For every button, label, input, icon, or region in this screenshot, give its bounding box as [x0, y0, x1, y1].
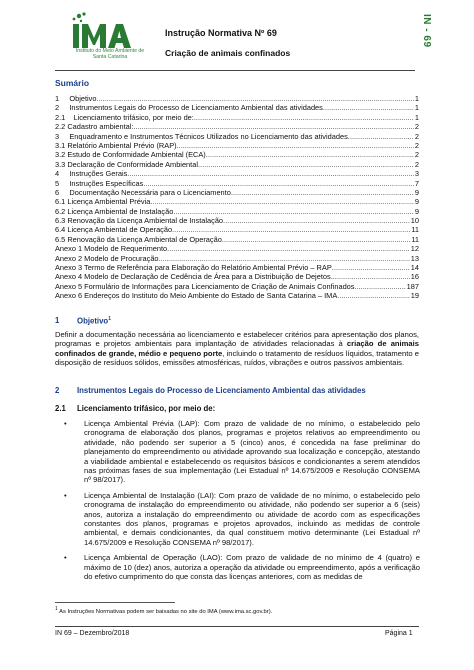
toc-leader-dots: [231, 188, 414, 197]
bullet-icon: •: [64, 490, 67, 500]
toc-entry[interactable]: [55, 150, 419, 159]
section-title: Objetivo$^1$: [77, 316, 111, 326]
list-item: • Licença Ambiental de Operação (LAO): Com prazo de validade de no mínimo de 4 (quatro) e máximo de 10 (dez) anos, autoriza a operação da atividade ou empreendimento, após a verificação do efetivo cumprimento do que consta das licenças anteriores, com as medidas de: [64, 553, 420, 582]
bullet-icon: •: [64, 553, 67, 563]
section-title: Licenciamento trifásico, por meio de:: [77, 404, 216, 413]
toc-leader-dots: [143, 179, 414, 188]
emphasis-text: criação de animais confinados de grande, médio e pequeno porte: [55, 339, 419, 358]
toc-entry-page: 9: [414, 197, 419, 207]
toc-entry-title: 1 Objetivo: [55, 94, 97, 103]
toc-entry-page: 3: [414, 169, 419, 179]
toc-entry[interactable]: [55, 94, 419, 103]
toc-entry[interactable]: [55, 113, 419, 122]
toc-entry-title: 2 Instrumentos Legais do Processo de Licenciamento Ambiental das atividades: [55, 103, 323, 113]
summary-title: Sumário: [55, 78, 90, 88]
toc-entry-title: Anexo 3 Termo de Referência para Elaboração do Relatório Ambiental Prévio – RAP: [55, 263, 332, 273]
toc-entry-page: 16: [410, 272, 419, 282]
footer-page-number: Página 1: [385, 630, 413, 637]
section-number: 2: [55, 386, 60, 395]
toc-leader-dots: [337, 291, 410, 300]
toc-entry[interactable]: [55, 122, 419, 131]
toc-entry-title: 2.2 Cadastro ambiental:: [55, 122, 134, 132]
toc-entry-page: 1: [414, 103, 419, 113]
toc-leader-dots: [222, 235, 411, 244]
toc-entry-title: 2.1 Licenciamento trifásico, por meio de:: [55, 112, 194, 122]
toc-entry-title: Anexo 1 Modelo de Requerimento: [55, 244, 168, 254]
toc-leader-dots: [332, 263, 410, 272]
toc-entry[interactable]: [55, 169, 419, 178]
toc-entry-title: 3.3 Declaração de Conformidade Ambiental: [55, 159, 198, 169]
toc-leader-dots: [194, 113, 414, 122]
section-2-heading: [55, 386, 419, 395]
toc-entry[interactable]: [55, 103, 419, 112]
toc-entry-title: 6.2 Licença Ambiental de Instalação: [55, 206, 174, 216]
toc-entry-title: 4 Instruções Gerais: [55, 169, 128, 179]
toc-entry-page: 14: [410, 263, 419, 273]
toc-entry-title: Anexo 5 Formulário de Informações para Licenciamento de Criação de Animais Confinados: [55, 281, 355, 291]
toc-entry[interactable]: [55, 282, 419, 291]
toc-entry-page: 1: [414, 112, 419, 122]
toc-entry-title: 6.5 Renovação da Licença Ambiental de Operação: [55, 234, 222, 244]
toc-entry-page: 2: [414, 150, 419, 160]
toc-entry-page: 2: [414, 122, 419, 132]
section-1-body: Definir a documentação necessária ao licenciamento e estabelecer critérios para apresentação dos planos, programas e projetos ambientais para implantação de atividades relacionadas à criação de animais confinados de grande, médio e pequeno porte, incluindo o tratamento de resíduos líquidos, tratamento e disposição de resíduos sólidos, emissões atmosféricas, ruídos, vibrações e outros passivos ambientais.: [55, 330, 419, 368]
license-list: [64, 419, 420, 588]
footnote-mark: 1: [108, 316, 111, 322]
section-2-1-heading: [55, 404, 419, 413]
toc-entry-title: 3.1 Relatório Ambiental Prévio (RAP): [55, 140, 177, 150]
toc-entry[interactable]: [55, 179, 419, 188]
section-number: 1: [55, 316, 60, 325]
document-subtitle: Criação de animais confinados: [165, 48, 291, 58]
toc-entry[interactable]: [55, 254, 419, 263]
bullet-icon: •: [64, 419, 67, 428]
section-title: Instrumentos Legais do Processo de Licenciamento Ambiental das atividades: [77, 386, 366, 395]
table-of-contents: [55, 94, 419, 301]
toc-entry-title: 6.4 Licença Ambiental de Operação: [55, 225, 173, 235]
toc-entry-page: 2: [414, 159, 419, 169]
list-item: • Licença Ambiental de Instalação (LAI): Com prazo de validade de no mínimo, o estabelecido pelo cronograma de instalação do empreendimento ou atividade, não podendo ser superior a 6 (seis) anos, autoriza a instalação do empreendimento ou atividade de acordo com as especificações constantes dos planos, programas e projetos aprovados, incluindo as medidas de controle ambiental, e demais condicionantes, da qual constituem motivo determinante (Lei Estadual nº 14.675/2009 e Resolução CONSEMA nº 98/2017).: [64, 490, 420, 547]
page-header: [55, 8, 425, 72]
toc-entry-title: 6 Documentação Necessária para o Licenciamento: [55, 187, 231, 197]
footnote: 1 As Instruções Normativas podem ser baixadas no site do IMA (www.ima.sc.gov.br).: [55, 606, 273, 615]
toc-entry-page: 9: [414, 206, 419, 216]
toc-entry-page: 187: [406, 281, 419, 291]
toc-entry[interactable]: [55, 197, 419, 206]
header-divider: [55, 70, 415, 71]
toc-leader-dots: [206, 150, 414, 159]
toc-entry-page: 2: [414, 140, 419, 150]
footer-divider: [55, 626, 419, 627]
toc-entry-page: 2: [414, 131, 419, 141]
toc-entry[interactable]: [55, 244, 419, 253]
toc-entry[interactable]: [55, 216, 419, 225]
toc-entry-title: Anexo 6 Endereços do Instituto do Meio Ambiente do Estado de Santa Catarina – IMA: [55, 291, 338, 301]
toc-entry-title: Anexo 4 Modelo de Declaração de Cedência de Área para a Distribuição de Dejetos: [55, 272, 331, 282]
toc-leader-dots: [323, 103, 414, 112]
footnote-divider: [55, 602, 175, 603]
toc-entry-page: 9: [414, 187, 419, 197]
document-title: Instrução Normativa Nº 69: [165, 28, 277, 38]
toc-leader-dots: [198, 160, 414, 169]
toc-leader-dots: [97, 94, 414, 103]
list-item: • Licença Ambiental Prévia (LAP): Com prazo de validade de no mínimo, o estabelecido pelo cronograma de elaboração dos planos, programas e projetos relativos ao empreendimento ou atividade, não podendo ser superior a 5 (cinco) anos, é concedida na fase preliminar do planejamento do empreendimento ou atividade aprovando sua localização e concepção, atestando a viabilidade ambiental e estabelecendo os requisitos básicos e condicionantes a serem atendidos nas próximas fases de sua implementação (Lei Estadual nº 14.675/2009 e Resolução CONSEMA nº 98/2017).: [64, 419, 420, 485]
toc-leader-dots: [223, 216, 410, 225]
toc-entry-page: 11: [411, 225, 419, 235]
toc-entry-page: 13: [410, 253, 419, 263]
toc-entry-page: 19: [410, 291, 419, 301]
section-1-heading: [55, 316, 419, 326]
side-code-tab: [416, 12, 438, 72]
toc-entry-page: 10: [410, 216, 419, 226]
toc-entry-title: 3 Enquadramento e Instrumentos Técnicos Utilizados no Licenciamento das atividades: [55, 131, 348, 141]
toc-entry[interactable]: [55, 188, 419, 197]
toc-entry-page: 1: [414, 94, 419, 103]
toc-entry[interactable]: [55, 132, 419, 141]
toc-leader-dots: [159, 254, 410, 263]
toc-entry[interactable]: [55, 291, 419, 300]
toc-entry[interactable]: [55, 160, 419, 169]
toc-leader-dots: [348, 132, 414, 141]
toc-leader-dots: [172, 225, 410, 234]
toc-entry[interactable]: [55, 272, 419, 281]
logo-subtitle: Instituto do Meio Ambiente de Santa Catarina: [75, 48, 145, 60]
toc-entry-title: 5 Instruções Específicas: [55, 178, 144, 188]
toc-leader-dots: [173, 207, 414, 216]
toc-entry[interactable]: [55, 263, 419, 272]
toc-entry-title: 3.2 Estudo de Conformidade Ambiental (ECA): [55, 150, 206, 160]
toc-entry-page: 11: [411, 234, 419, 244]
section-number: 2.1: [55, 404, 66, 413]
toc-leader-dots: [133, 122, 413, 131]
ima-logo: [70, 12, 190, 70]
toc-entry[interactable]: [55, 225, 419, 234]
toc-entry-title: Anexo 2 Modelo de Procuração: [55, 253, 159, 263]
toc-entry-page: 7: [414, 178, 419, 188]
toc-entry[interactable]: [55, 235, 419, 244]
toc-entry-title: 6.3 Renovação da Licença Ambiental de Instalação: [55, 216, 224, 226]
toc-entry[interactable]: [55, 207, 419, 216]
toc-leader-dots: [331, 272, 410, 281]
footer-document-id: IN 69 – Dezembro/2018: [55, 630, 130, 637]
footnote-mark: 1: [55, 606, 58, 612]
toc-leader-dots: [177, 141, 414, 150]
toc-leader-dots: [354, 282, 405, 291]
toc-entry-title: 6.1 Licença Ambiental Prévia: [55, 197, 151, 207]
toc-leader-dots: [127, 169, 414, 178]
toc-entry-page: 12: [410, 244, 419, 254]
toc-leader-dots: [150, 197, 414, 206]
toc-leader-dots: [167, 244, 410, 253]
toc-entry[interactable]: [55, 141, 419, 150]
side-code-label: IN - 69: [421, 14, 432, 48]
